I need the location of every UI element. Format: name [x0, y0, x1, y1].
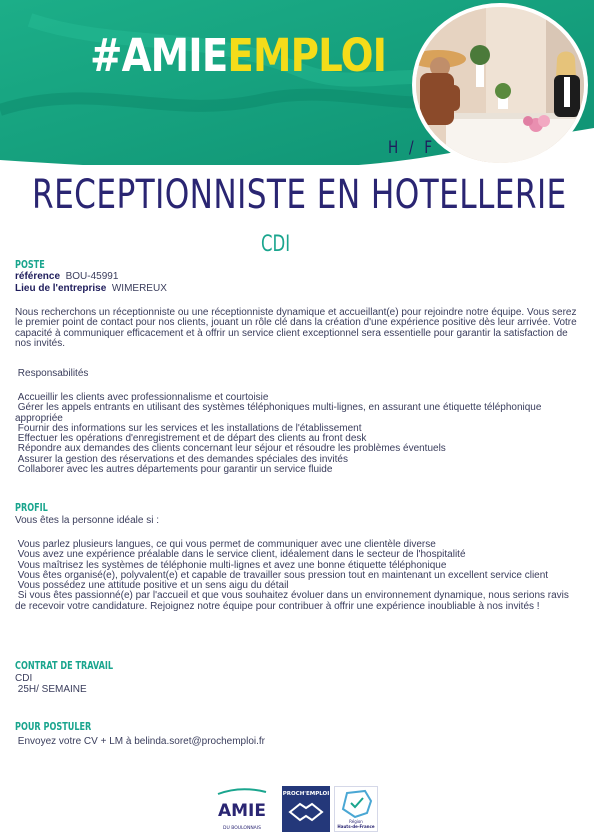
region-text-2: Hauts-de-France — [337, 824, 375, 829]
list-item: Effectuer les opérations d'enregistrement et de départ des clients au front desk — [15, 433, 367, 445]
region-logo — [334, 786, 378, 832]
poste-intro: Nous recherchons un réceptionniste ou une réceptionniste dynamique et accueillant(e) pour rejoindre notre équipe. Vous serez le premier point de contact pour nos clients, jouant un rôle clé dans la création d'une expérience positive dès leur arrivée. Votre capacité à communiquer efficacement et à offrir un service client exceptionnel sera essentielle pour garantir la satisfaction de nos invités. — [15, 307, 577, 349]
profil-list — [15, 540, 577, 612]
list-item: Gérer les appels entrants en utilisant des systèmes téléphoniques multi-lignes, en assurant une étiquette téléphonique appropriée — [15, 402, 545, 424]
contract-type-heading: CDI — [261, 232, 291, 257]
list-item: Vous êtes organisé(e), polyvalent(e) et capable de travailler sous pression tout en maintenant un excellent service client — [15, 569, 549, 581]
list-item: Collaborer avec les autres départements pour garantir un service fluide — [15, 464, 333, 476]
reception-illustration — [416, 7, 586, 165]
list-item: Vous possédez une attitude positive et un sens aigu du détail — [15, 580, 289, 592]
location-value: WIMEREUX — [111, 283, 167, 294]
prochemploi-logo — [282, 786, 330, 832]
contrat-type: CDI — [15, 673, 33, 684]
reference-label: référence — [15, 271, 61, 282]
amie-logo-text: AMIE — [217, 801, 267, 821]
prochemploi-text: PROCH'EMPLOI — [282, 791, 330, 797]
poste-label: POSTE — [15, 258, 45, 271]
profil-intro: Vous êtes la personne idéale si : — [15, 515, 159, 526]
brand-emploi: EMPLOI — [227, 29, 387, 82]
handshake-icon — [290, 804, 322, 820]
profil-label: PROFIL — [15, 501, 48, 514]
postuler-label: POUR POSTULER — [15, 720, 92, 733]
list-item: Accueillir les clients avec professionnalisme et courtoisie — [15, 392, 269, 403]
prochemploi-graphic — [282, 786, 330, 832]
reference-value: BOU-45991 — [65, 271, 119, 282]
amie-logo — [214, 784, 270, 834]
responsibilities-list — [15, 393, 575, 475]
list-item: Vous parlez plusieurs langues, ce qui vous permet de communiquer avec une clientèle diverse — [15, 539, 436, 550]
footer-logos — [0, 784, 594, 834]
contrat-hours: 25H/ SEMAINE — [15, 684, 87, 695]
list-item: Si vous êtes passionné(e) par l'accueil et que vous souhaitez évoluer dans un environnement dynamique, nous serions ravis de recevoir votre candidature. Rejoignez notre équipe pour contribuer à offrir une expérience inoubliable à nos invités ! — [15, 590, 572, 612]
brand-title — [90, 30, 386, 82]
region-graphic — [335, 787, 377, 831]
gender-label: H / F — [388, 138, 436, 158]
amie-logo-graphic — [214, 784, 270, 834]
list-item: Fournir des informations sur les services et les installations de l'établissement — [15, 422, 362, 434]
list-item: Vous maîtrisez les systèmes de téléphonie multi-lignes et avez une bonne étiquette téléphonique — [15, 559, 447, 571]
reference-line — [15, 272, 575, 282]
location-label: Lieu de l'entreprise — [15, 283, 107, 294]
contrat-label: CONTRAT DE TRAVAIL — [15, 659, 114, 672]
hotel-reception-photo — [412, 3, 588, 167]
job-title: RECEPTIONNISTE EN HOTELLERIE — [32, 172, 567, 218]
list-item: Répondre aux demandes des clients concernant leur séjour et résoudre les problèmes éventuels — [15, 443, 446, 455]
list-item: Assurer la gestion des réservations et des demandes spéciales des invités — [15, 453, 348, 465]
list-item: Vous avez une expérience préalable dans le service client, idéalement dans le secteur de l'hospitalité — [15, 549, 466, 561]
amie-logo-subtext: DU BOULONNAIS — [223, 826, 261, 831]
location-line — [15, 284, 575, 294]
region-text-1: Région — [349, 819, 363, 824]
responsibilities-heading: Responsabilités — [15, 368, 89, 379]
postuler-text: Envoyez votre CV + LM à belinda.soret@prochemploi.fr — [15, 736, 265, 747]
brand-hash-amie: #AMIE — [90, 29, 228, 82]
